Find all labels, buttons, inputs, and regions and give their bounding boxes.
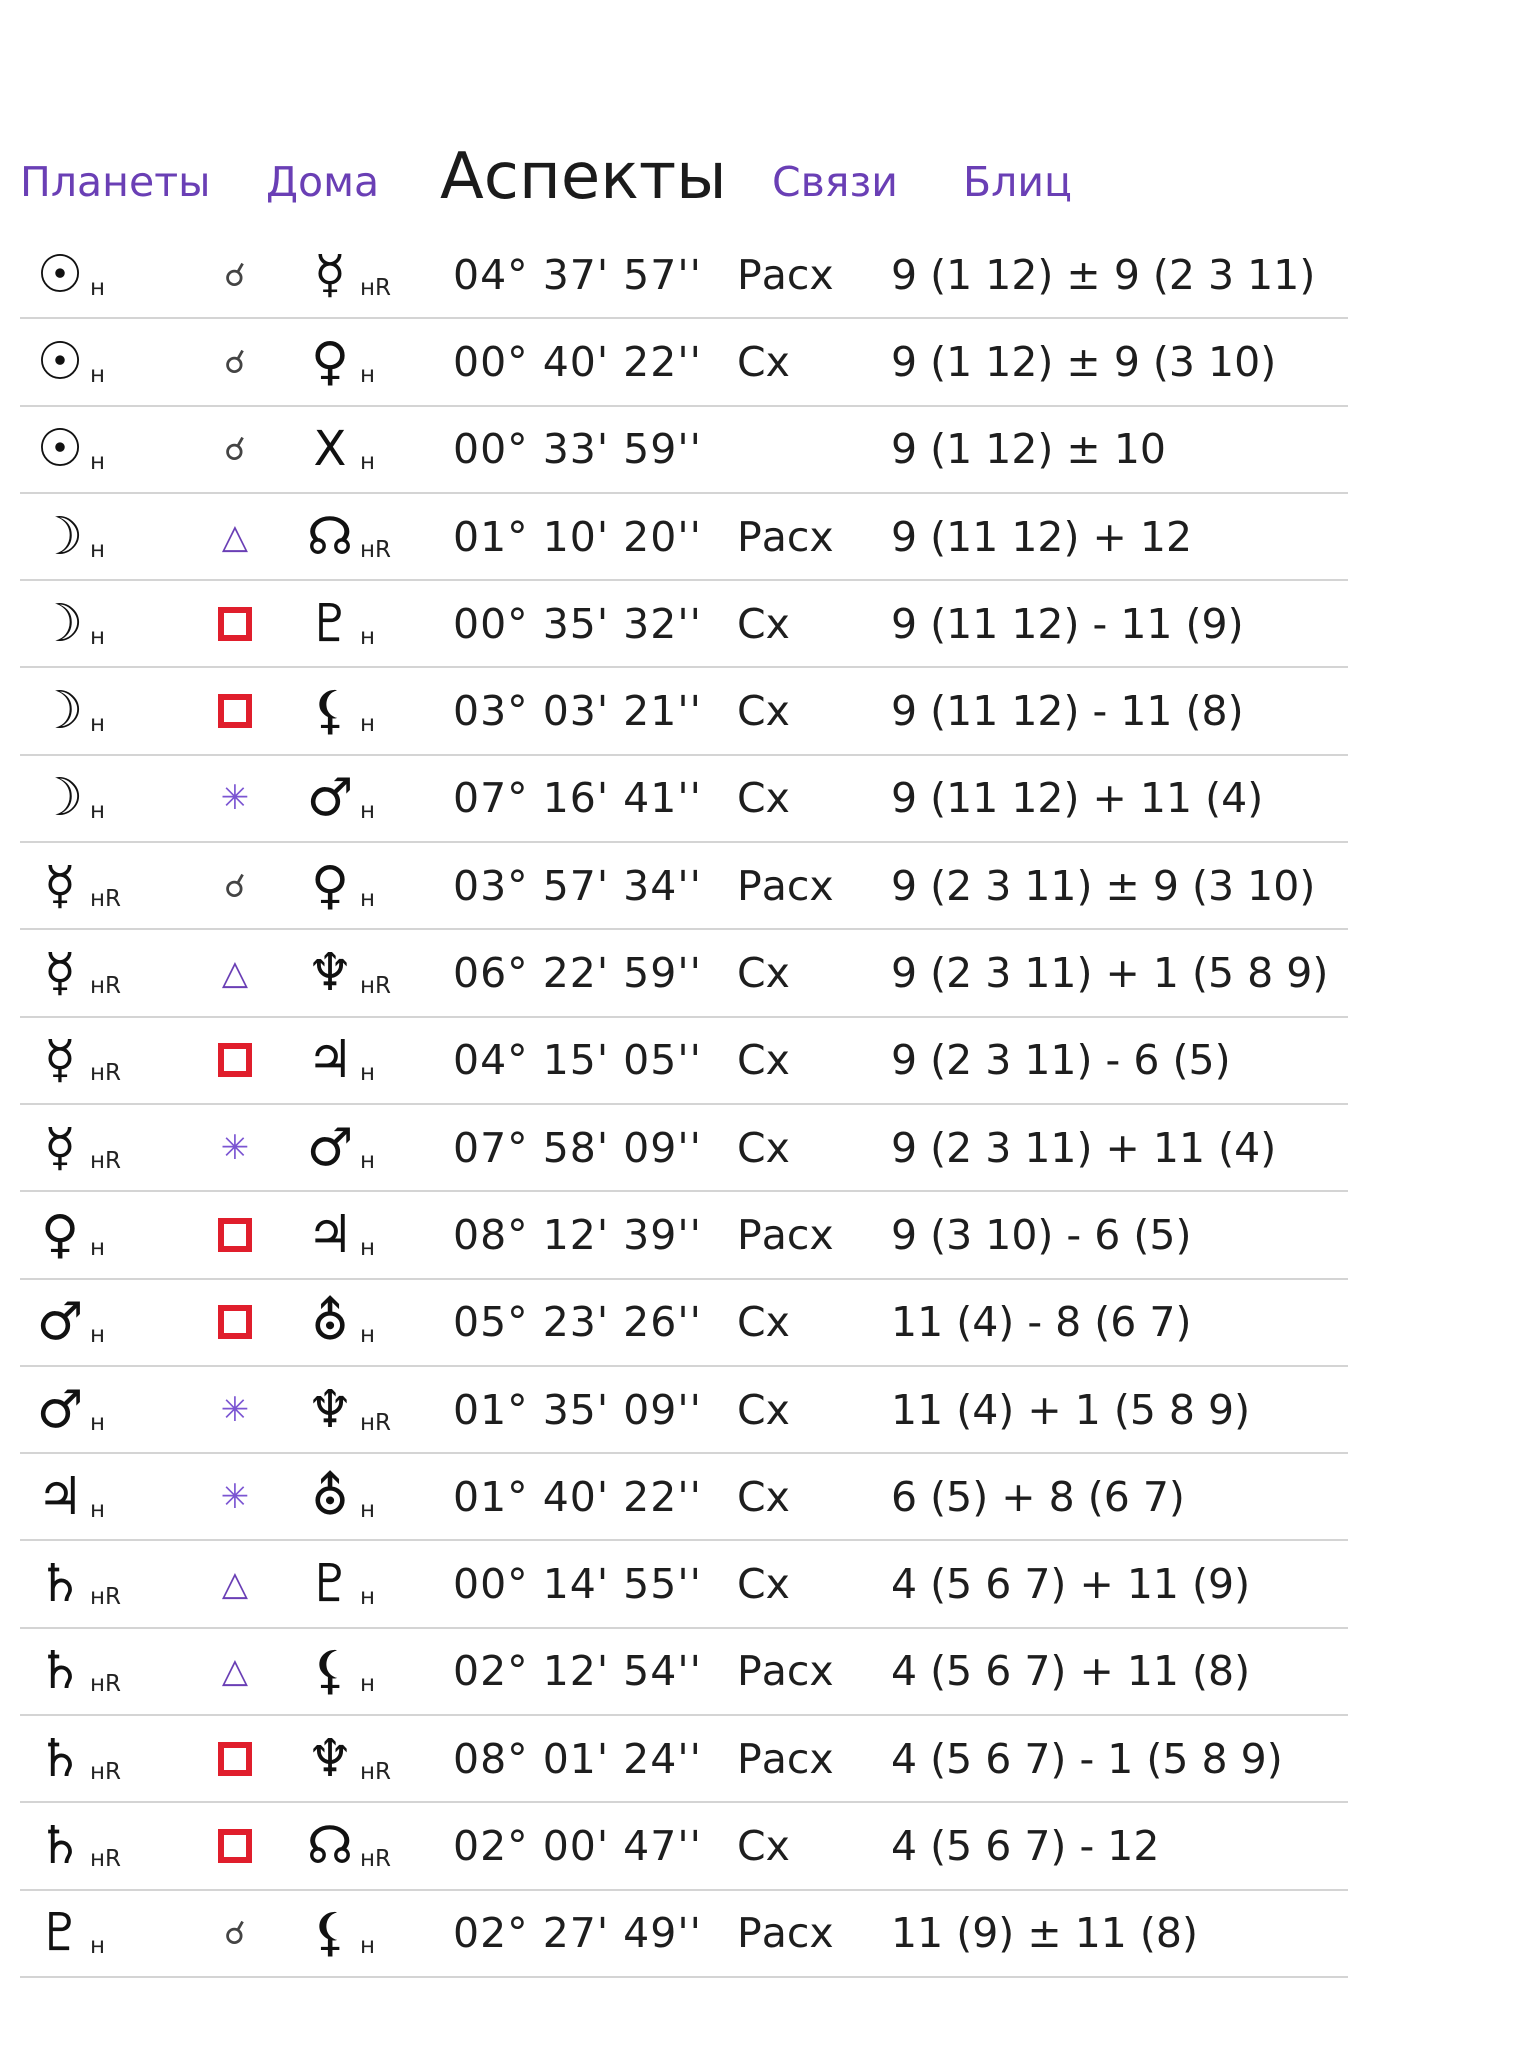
aspect-row [20, 930, 1348, 1017]
aspect-type [195, 1280, 275, 1365]
aspect-type [195, 1105, 275, 1190]
aspect-row [20, 494, 1348, 581]
node-icon: ☊ [306, 1815, 354, 1876]
p2-planet [302, 930, 391, 1015]
aspect-direction: Расх [737, 1909, 834, 1958]
aspect-orb: 03° 57' 34'' [453, 861, 702, 910]
aspect-orb: 03° 03' 21'' [453, 687, 702, 736]
planet-status: н [90, 274, 106, 301]
p1-planet [32, 1105, 121, 1190]
saturn-icon: ♄ [36, 1641, 84, 1702]
aspect-row [20, 1280, 1348, 1367]
aspect-row [20, 756, 1348, 843]
aspect-orb: 07° 58' 09'' [453, 1123, 702, 1172]
neptune-icon: ♆ [306, 1379, 354, 1440]
p1-planet [32, 232, 105, 317]
p1-planet [32, 494, 105, 579]
aspect-orb: 07° 16' 41'' [453, 774, 702, 823]
tab-blitz[interactable]: Блиц [963, 158, 1072, 206]
aspect-direction: Расх [737, 1647, 834, 1696]
aspect-direction: Сх [737, 774, 790, 823]
planet-status: н [360, 1584, 376, 1611]
aspect-row [20, 581, 1348, 668]
sextile-aspect-icon: ✳ [220, 1127, 250, 1168]
square-aspect-icon [218, 1218, 252, 1252]
aspect-row [20, 1629, 1348, 1716]
square-aspect-icon [218, 1305, 252, 1339]
planet-status: нR [360, 1758, 392, 1785]
aspect-direction: Сх [737, 337, 790, 386]
aspect-direction: Сх [737, 687, 790, 736]
planet-status: нR [360, 536, 392, 563]
sextile-aspect-icon: ✳ [220, 778, 250, 819]
house-relation: 11 (4) + 1 (5 8 9) [891, 1385, 1251, 1434]
aspect-type [195, 232, 275, 317]
p2-planet [302, 319, 375, 404]
aspect-direction: Сх [737, 1560, 790, 1609]
aspect-row [20, 232, 1348, 319]
mercury-icon: ☿ [314, 244, 346, 305]
aspect-orb: 02° 12' 54'' [453, 1647, 702, 1696]
house-relation: 9 (11 12) - 11 (8) [891, 687, 1244, 736]
aspect-orb: 08° 01' 24'' [453, 1734, 702, 1783]
p1-planet [32, 1280, 105, 1365]
aspect-direction: Сх [737, 1123, 790, 1172]
aspect-direction: Расх [737, 250, 834, 299]
planet-status: н [360, 711, 376, 738]
aspect-direction: Сх [737, 1472, 790, 1521]
planet-status: нR [360, 1409, 392, 1436]
planet-status: н [90, 798, 106, 825]
aspect-type [195, 668, 275, 753]
moon-icon: ☽ [36, 681, 84, 742]
p2-planet [302, 1803, 391, 1888]
mars-icon: ♂ [36, 1379, 84, 1440]
tab-houses[interactable]: Дома [266, 158, 380, 206]
planet-status: н [360, 1671, 376, 1698]
planet-status: нR [90, 1671, 122, 1698]
trine-aspect-icon: △ [221, 953, 249, 994]
p1-planet [32, 1454, 105, 1539]
aspect-orb: 06° 22' 59'' [453, 949, 702, 998]
house-relation: 11 (4) - 8 (6 7) [891, 1298, 1192, 1347]
planet-status: н [90, 1409, 106, 1436]
conjunction-aspect-icon: ☌ [224, 255, 246, 294]
house-relation: 9 (11 12) - 11 (9) [891, 599, 1244, 648]
aspect-orb: 00° 35' 32'' [453, 599, 702, 648]
p2-planet [302, 1454, 375, 1539]
p1-planet [32, 1891, 105, 1976]
house-relation: 9 (3 10) - 6 (5) [891, 1210, 1192, 1259]
aspect-type [195, 930, 275, 1015]
aspect-type [195, 1891, 275, 1976]
house-relation: 9 (2 3 11) ± 9 (3 10) [891, 861, 1316, 910]
house-relation: 6 (5) + 8 (6 7) [891, 1472, 1185, 1521]
pluto-icon: ♇ [306, 593, 354, 654]
house-relation: 4 (5 6 7) - 12 [891, 1821, 1160, 1870]
planet-status: н [360, 1496, 376, 1523]
planet-status: н [90, 1496, 106, 1523]
planet-status: н [90, 1933, 106, 1960]
planet-status: нR [90, 973, 122, 1000]
aspect-row [20, 668, 1348, 755]
mercury-icon: ☿ [44, 1030, 76, 1091]
aspect-type [195, 494, 275, 579]
aspect-type [195, 756, 275, 841]
venus-icon: ♀ [310, 331, 350, 392]
square-aspect-icon [218, 1742, 252, 1776]
saturn-icon: ♄ [36, 1554, 84, 1615]
conjunction-aspect-icon: ☌ [224, 1914, 246, 1953]
conjunction-aspect-icon: ☌ [224, 430, 246, 469]
p1-planet [32, 930, 121, 1015]
p2-planet [302, 581, 375, 666]
conjunction-aspect-icon: ☌ [224, 866, 246, 905]
proserpina-icon: ⚸ [310, 681, 350, 742]
p1-planet [32, 843, 121, 928]
venus-icon: ♀ [310, 855, 350, 916]
p2-planet [302, 843, 375, 928]
planet-status: н [90, 623, 106, 650]
saturn-icon: ♄ [36, 1728, 84, 1789]
jupiter-icon: ♃ [36, 1466, 84, 1527]
proserpina-icon: ⚸ [310, 1903, 350, 1964]
p1-planet [32, 407, 105, 492]
mercury-icon: ☿ [44, 1117, 76, 1178]
aspect-row [20, 843, 1348, 930]
aspect-type [195, 1192, 275, 1277]
planet-status: нR [360, 973, 392, 1000]
moon-icon: ☽ [36, 506, 84, 567]
aspect-row [20, 1192, 1348, 1279]
planet-status: н [360, 1060, 376, 1087]
p2-planet [302, 1105, 375, 1190]
trine-aspect-icon: △ [221, 1651, 249, 1692]
p2-planet [302, 1192, 375, 1277]
saturn-icon: ♄ [36, 1815, 84, 1876]
aspect-row [20, 1454, 1348, 1541]
neptune-icon: ♆ [306, 943, 354, 1004]
aspect-orb: 04° 15' 05'' [453, 1036, 702, 1085]
square-aspect-icon [218, 1043, 252, 1077]
planet-status: нR [90, 1147, 122, 1174]
mercury-icon: ☿ [44, 943, 76, 1004]
house-relation: 11 (9) ± 11 (8) [891, 1909, 1198, 1958]
p1-planet [32, 1629, 121, 1714]
aspect-row [20, 1367, 1348, 1454]
planet-status: н [90, 1322, 106, 1349]
tab-bar [20, 130, 1350, 220]
p2-planet [302, 1716, 391, 1801]
aspect-orb: 04° 37' 57'' [453, 250, 702, 299]
p1-planet [32, 756, 105, 841]
aspect-orb: 02° 27' 49'' [453, 1909, 702, 1958]
planet-status: н [360, 1234, 376, 1261]
jupiter-icon: ♃ [306, 1030, 354, 1091]
house-relation: 9 (2 3 11) - 6 (5) [891, 1036, 1231, 1085]
planet-status: н [360, 798, 376, 825]
p2-planet [302, 668, 375, 753]
aspect-direction: Сх [737, 1036, 790, 1085]
p2-planet [302, 232, 391, 317]
square-aspect-icon [218, 694, 252, 728]
conjunction-aspect-icon: ☌ [224, 342, 246, 381]
aspect-row [20, 1891, 1348, 1978]
jupiter-icon: ♃ [306, 1204, 354, 1265]
square-aspect-icon [218, 607, 252, 641]
aspect-type [195, 1454, 275, 1539]
aspect-row [20, 1716, 1348, 1803]
aspect-type [195, 1367, 275, 1452]
planet-status: нR [90, 1758, 122, 1785]
aspect-row [20, 1105, 1348, 1192]
aspect-row [20, 1541, 1348, 1628]
pluto-icon: ♇ [306, 1554, 354, 1615]
house-relation: 9 (11 12) + 11 (4) [891, 774, 1264, 823]
aspect-direction: Сх [737, 1298, 790, 1347]
mars-icon: ♂ [306, 768, 354, 829]
planet-status: н [360, 1147, 376, 1174]
planet-status: н [360, 1322, 376, 1349]
pluto-icon: ♇ [36, 1903, 84, 1964]
p1-planet [32, 1018, 121, 1103]
aspect-direction: Сх [737, 1385, 790, 1434]
aspect-row [20, 1803, 1348, 1890]
venus-icon: ♀ [40, 1204, 80, 1265]
planet-status: нR [360, 274, 392, 301]
planet-status: н [360, 1933, 376, 1960]
sun-icon: ☉ [36, 331, 84, 392]
aspect-direction: Расх [737, 1210, 834, 1259]
aspect-type [195, 843, 275, 928]
planet-status: нR [90, 1845, 122, 1872]
house-relation: 4 (5 6 7) + 11 (9) [891, 1560, 1251, 1609]
tab-links[interactable]: Связи [772, 158, 898, 206]
trine-aspect-icon: △ [221, 1564, 249, 1605]
p2-planet [302, 494, 391, 579]
tab-planets[interactable]: Планеты [20, 158, 211, 206]
node-icon: ☊ [306, 506, 354, 567]
p1-planet [32, 1716, 121, 1801]
p1-planet [32, 1541, 121, 1626]
mars-icon: ♂ [306, 1117, 354, 1178]
sun-icon: ☉ [36, 419, 84, 480]
aspect-orb: 00° 40' 22'' [453, 337, 702, 386]
sextile-aspect-icon: ✳ [220, 1389, 250, 1430]
planet-status: н [90, 711, 106, 738]
p1-planet [32, 1367, 105, 1452]
p1-planet [32, 1803, 121, 1888]
planet-status: н [360, 885, 376, 912]
sun-icon: ☉ [36, 244, 84, 305]
aspect-direction: Расх [737, 1734, 834, 1783]
p2-planet [302, 1280, 375, 1365]
aspect-type [195, 407, 275, 492]
house-relation: 9 (11 12) + 12 [891, 512, 1193, 561]
planet-status: нR [90, 1060, 122, 1087]
planet-status: нR [360, 1845, 392, 1872]
aspect-orb: 00° 14' 55'' [453, 1560, 702, 1609]
aspect-direction: Сх [737, 1821, 790, 1870]
moon-icon: ☽ [36, 768, 84, 829]
p2-planet [302, 1629, 375, 1714]
aspect-row [20, 319, 1348, 406]
moon-icon: ☽ [36, 593, 84, 654]
neptune-icon: ♆ [306, 1728, 354, 1789]
aspect-type [195, 581, 275, 666]
aspect-type [195, 1716, 275, 1801]
aspect-type [195, 319, 275, 404]
aspect-direction: Расх [737, 512, 834, 561]
aspect-orb: 01° 35' 09'' [453, 1385, 702, 1434]
house-relation: 9 (1 12) ± 9 (2 3 11) [891, 250, 1316, 299]
house-relation: 4 (5 6 7) + 11 (8) [891, 1647, 1251, 1696]
mercury-icon: ☿ [44, 855, 76, 916]
p2-planet [302, 756, 375, 841]
uranus-icon: ⛢ [310, 1466, 350, 1527]
uranus-icon: ⛢ [310, 1292, 350, 1353]
aspect-orb: 08° 12' 39'' [453, 1210, 702, 1259]
p2-planet [302, 1891, 375, 1976]
mars-icon: ♂ [36, 1292, 84, 1353]
aspect-orb: 00° 33' 59'' [453, 425, 702, 474]
aspect-direction: Расх [737, 861, 834, 910]
planet-status: н [360, 361, 376, 388]
planet-status: н [360, 623, 376, 650]
p1-planet [32, 581, 105, 666]
planet-status: н [90, 536, 106, 563]
square-aspect-icon [218, 1829, 252, 1863]
planet-status: н [90, 449, 106, 476]
house-relation: 9 (2 3 11) + 11 (4) [891, 1123, 1277, 1172]
house-relation: 9 (2 3 11) + 1 (5 8 9) [891, 949, 1329, 998]
p2-planet [302, 1018, 375, 1103]
aspect-orb: 01° 40' 22'' [453, 1472, 702, 1521]
house-relation: 4 (5 6 7) - 1 (5 8 9) [891, 1734, 1283, 1783]
house-relation: 9 (1 12) ± 9 (3 10) [891, 337, 1277, 386]
trine-aspect-icon: △ [221, 516, 249, 557]
p1-planet [32, 319, 105, 404]
aspect-orb: 05° 23' 26'' [453, 1298, 702, 1347]
p1-planet [32, 1192, 105, 1277]
proserpina-icon: ⚸ [310, 1641, 350, 1702]
p2-planet [302, 1367, 391, 1452]
tab-aspects: Аспекты [440, 140, 727, 214]
p2-planet [302, 407, 375, 492]
planet-status: нR [90, 885, 122, 912]
sextile-aspect-icon: ✳ [220, 1476, 250, 1517]
aspect-orb: 02° 00' 47'' [453, 1821, 702, 1870]
x-point-icon: X [313, 421, 347, 478]
p2-planet [302, 1541, 375, 1626]
aspect-type [195, 1803, 275, 1888]
planet-status: н [90, 361, 106, 388]
aspect-type [195, 1541, 275, 1626]
aspect-direction: Сх [737, 949, 790, 998]
aspect-type [195, 1629, 275, 1714]
house-relation: 9 (1 12) ± 10 [891, 425, 1166, 474]
planet-status: н [360, 449, 376, 476]
aspect-orb: 01° 10' 20'' [453, 512, 702, 561]
aspects-table [20, 232, 1348, 1978]
aspect-row [20, 407, 1348, 494]
aspect-row [20, 1018, 1348, 1105]
p1-planet [32, 668, 105, 753]
planet-status: нR [90, 1584, 122, 1611]
aspect-direction: Сх [737, 599, 790, 648]
aspect-type [195, 1018, 275, 1103]
planet-status: н [90, 1234, 106, 1261]
